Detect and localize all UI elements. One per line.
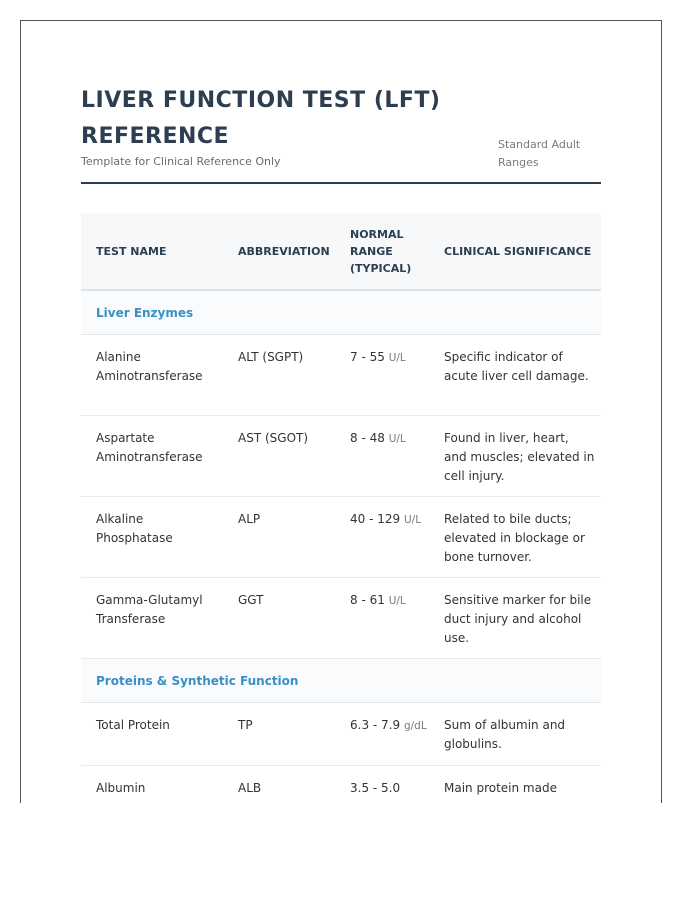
- table-row: [81, 703, 601, 766]
- ranges-note: Standard Adult Ranges: [498, 138, 581, 169]
- column-header-abbreviation: ABBREVIATION: [223, 213, 343, 290]
- abbreviation-cell: ALT (SGPT): [223, 335, 343, 416]
- table-row: [81, 766, 601, 804]
- normal-range-cell: [343, 578, 437, 659]
- normal-range-cell: [343, 703, 437, 766]
- normal-range-cell: [343, 766, 437, 804]
- range-value: 40 - 129: [350, 512, 401, 526]
- abbreviation-cell: ALP: [223, 497, 343, 578]
- abbreviation-cell: GGT: [223, 578, 343, 659]
- reference-table: [81, 213, 601, 803]
- range-unit: U/L: [388, 595, 406, 607]
- test-name-cell: Total Protein: [81, 703, 223, 766]
- document-page: [20, 20, 662, 803]
- test-name-cell: Alkaline Phosphatase: [81, 497, 223, 578]
- test-name-cell: Aspartate Aminotransferase: [81, 416, 223, 497]
- normal-range-cell: [343, 497, 437, 578]
- document-title: LIVER FUNCTION TEST (LFT) REFERENCE: [81, 88, 441, 149]
- document-subtitle: Template for Clinical Reference Only: [81, 155, 281, 168]
- test-name-cell: Alanine Aminotransferase: [81, 335, 223, 416]
- range-value: 7 - 55: [350, 350, 385, 364]
- range-value: 6.3 - 7.9: [350, 718, 401, 732]
- range-value: 8 - 48: [350, 431, 385, 445]
- range-unit: g/dL: [403, 720, 427, 732]
- range-unit: U/L: [388, 352, 406, 364]
- abbreviation-cell: TP: [223, 703, 343, 766]
- range-value: 3.5 - 5.0: [350, 781, 401, 795]
- table-header-row: [81, 213, 601, 290]
- test-name-cell: Albumin: [81, 766, 223, 804]
- column-header-clinical-significance: CLINICAL SIGNIFICANCE: [437, 213, 601, 290]
- significance-cell: Related to bile ducts; elevated in blockage or bone turnover.: [437, 497, 601, 578]
- table-row: [81, 578, 601, 659]
- significance-cell: Sum of albumin and globulins.: [437, 703, 601, 766]
- normal-range-cell: [343, 335, 437, 416]
- normal-range-cell: [343, 416, 437, 497]
- table-row: [81, 497, 601, 578]
- column-header-test-name: TEST NAME: [81, 213, 223, 290]
- range-value: 8 - 61: [350, 593, 385, 607]
- test-name-cell: Gamma-Glutamyl Transferase: [81, 578, 223, 659]
- significance-cell: Sensitive marker for bile duct injury and alcohol use.: [437, 578, 601, 659]
- significance-cell: Specific indicator of acute liver cell damage.: [437, 335, 601, 416]
- section-header-row: [81, 290, 601, 335]
- section-header-row: [81, 659, 601, 703]
- table-row: [81, 416, 601, 497]
- section-title: Proteins & Synthetic Function: [81, 659, 601, 703]
- table-row: [81, 335, 601, 416]
- abbreviation-cell: ALB: [223, 766, 343, 804]
- range-unit: U/L: [388, 433, 406, 445]
- range-unit: U/L: [403, 514, 422, 526]
- column-header-normal-range: NORMAL RANGE (TYPICAL): [343, 213, 437, 290]
- section-title: Liver Enzymes: [81, 290, 601, 335]
- significance-cell: Main protein made: [437, 766, 601, 804]
- abbreviation-cell: AST (SGOT): [223, 416, 343, 497]
- document-header: [81, 81, 601, 184]
- significance-cell: Found in liver, heart, and muscles; elevated in cell injury.: [437, 416, 601, 497]
